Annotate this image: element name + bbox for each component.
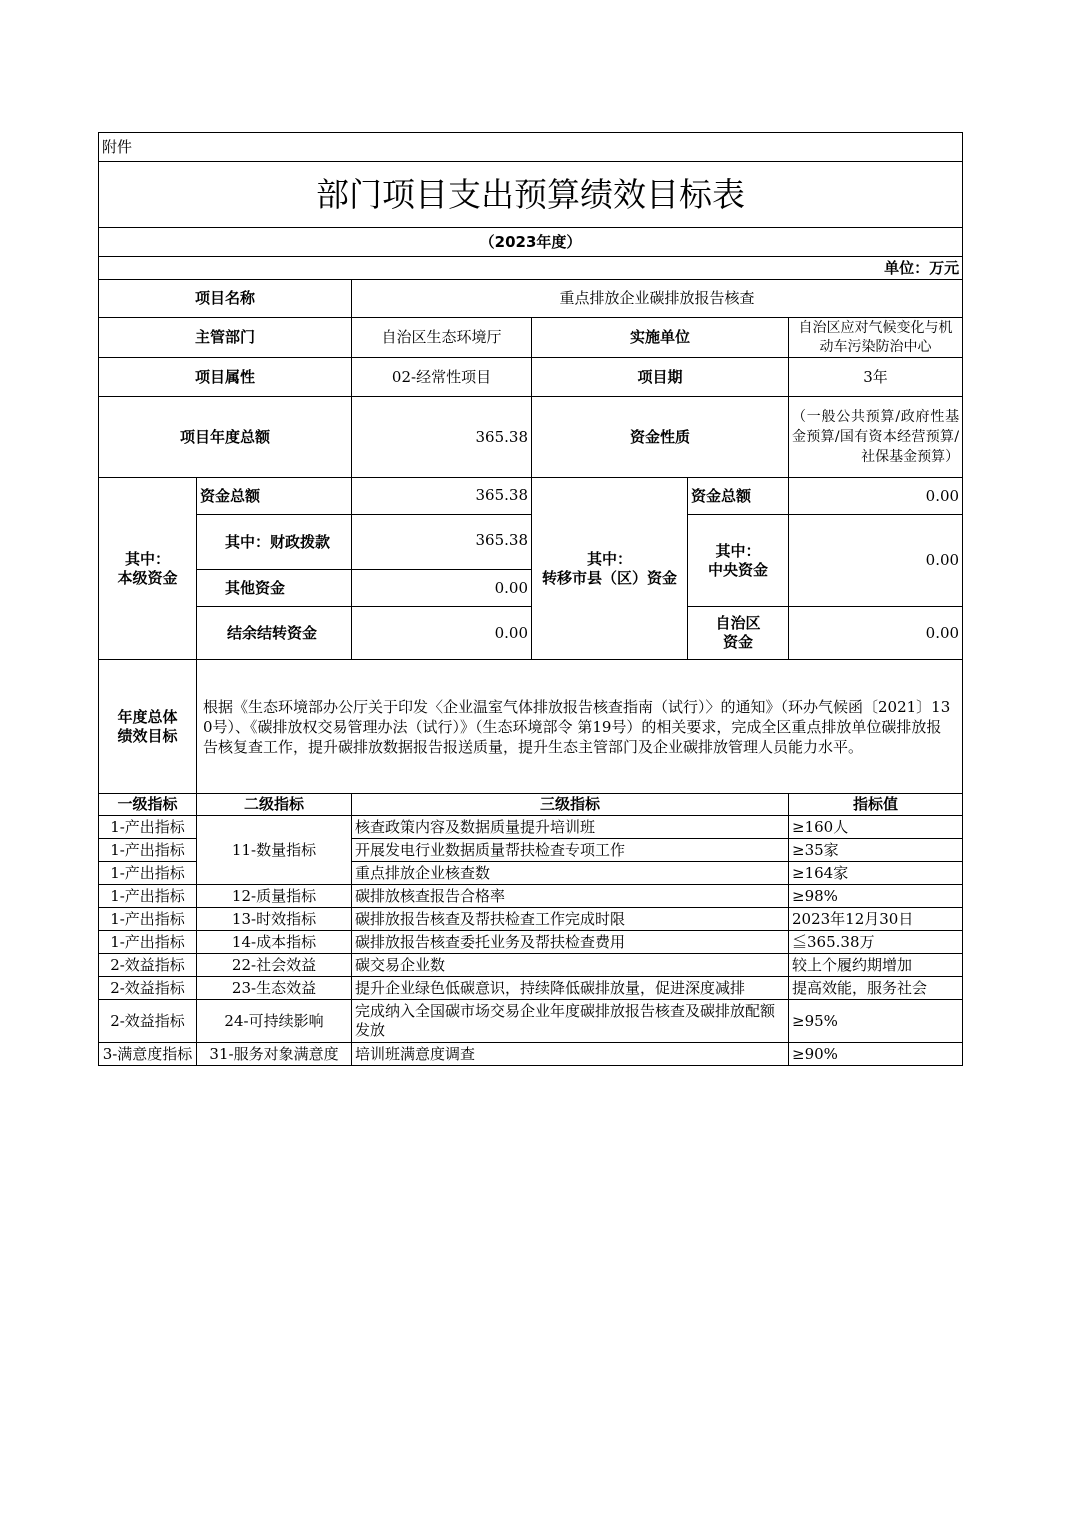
region-funds-value: 0.00 bbox=[789, 607, 963, 660]
transfer-total-label: 资金总额 bbox=[688, 478, 789, 515]
page-title: 部门项目支出预算绩效目标表 bbox=[99, 162, 963, 228]
indicator-l2: 14-成本指标 bbox=[197, 931, 352, 954]
attachment-label: 附件 bbox=[99, 133, 963, 162]
indicator-value: 2023年12月30日 bbox=[789, 908, 963, 931]
table-row bbox=[99, 908, 963, 931]
year-label: （2023年度） bbox=[99, 228, 963, 257]
indicator-l3: 碳交易企业数 bbox=[352, 954, 789, 977]
local-funds-label: 其中： 本级资金 bbox=[99, 478, 197, 660]
fiscal-label: 其中：财政拨款 bbox=[197, 515, 352, 570]
period-value: 3年 bbox=[789, 358, 963, 397]
total-value: 365.38 bbox=[352, 397, 532, 478]
transfer-funds-label: 其中： 转移市县（区）资金 bbox=[532, 478, 688, 660]
goal-text: 根据《生态环境部办公厅关于印发〈企业温室气体排放报告核查指南（试行）〉的通知》（环办气候函〔2021〕130号）、《碳排放权交易管理办法（试行）》（生态环境部令 第19号）的相关要求，完成全区重点排放单位碳排放报告核复查工作，提升碳排放数据报告报送质量，提升生态主管部门及企业碳排放管理人员能力水平。 bbox=[197, 660, 963, 794]
indicator-l1: 2-效益指标 bbox=[99, 977, 197, 1000]
indicator-l1: 3-满意度指标 bbox=[99, 1043, 197, 1066]
header-value: 指标值 bbox=[789, 794, 963, 816]
indicator-l3: 培训班满意度调查 bbox=[352, 1043, 789, 1066]
header-l3: 三级指标 bbox=[352, 794, 789, 816]
indicator-l1: 2-效益指标 bbox=[99, 1000, 197, 1043]
central-funds-value: 0.00 bbox=[789, 515, 963, 607]
goal-label: 年度总体 绩效目标 bbox=[99, 660, 197, 794]
indicator-l3: 核查政策内容及数据质量提升培训班 bbox=[352, 816, 789, 839]
other-funds-label: 其他资金 bbox=[197, 570, 352, 607]
project-name-value: 重点排放企业碳排放报告核查 bbox=[352, 280, 963, 318]
indicator-value: ≥95% bbox=[789, 1000, 963, 1043]
table-row bbox=[99, 816, 963, 839]
indicator-l1: 1-产出指标 bbox=[99, 908, 197, 931]
indicator-l3: 碳排放报告核查及帮扶检查工作完成时限 bbox=[352, 908, 789, 931]
indicator-l1: 1-产出指标 bbox=[99, 816, 197, 839]
period-label: 项目期 bbox=[532, 358, 789, 397]
indicator-l2: 22-社会效益 bbox=[197, 954, 352, 977]
indicator-value: ≥98% bbox=[789, 885, 963, 908]
indicator-l3: 碳排放核查报告合格率 bbox=[352, 885, 789, 908]
indicator-l1: 2-效益指标 bbox=[99, 954, 197, 977]
fiscal-value: 365.38 bbox=[352, 515, 532, 570]
indicator-l2: 12-质量指标 bbox=[197, 885, 352, 908]
indicator-l2: 24-可持续影响 bbox=[197, 1000, 352, 1043]
total-label: 项目年度总额 bbox=[99, 397, 352, 478]
region-funds-label: 自治区 资金 bbox=[688, 607, 789, 660]
indicator-l3: 完成纳入全国碳市场交易企业年度碳排放报告核查及碳排放配额发放 bbox=[352, 1000, 789, 1043]
table-row bbox=[99, 885, 963, 908]
dept-value: 自治区生态环境厅 bbox=[352, 318, 532, 358]
header-l2: 二级指标 bbox=[197, 794, 352, 816]
indicator-value: ≥90% bbox=[789, 1043, 963, 1066]
performance-target-table bbox=[98, 132, 963, 1066]
indicator-l3: 碳排放报告核查委托业务及帮扶检查费用 bbox=[352, 931, 789, 954]
indicator-l1: 1-产出指标 bbox=[99, 839, 197, 862]
indicator-value: 较上个履约期增加 bbox=[789, 954, 963, 977]
table-row bbox=[99, 1000, 963, 1043]
indicator-l2: 23-生态效益 bbox=[197, 977, 352, 1000]
indicator-l3: 开展发电行业数据质量帮扶检查专项工作 bbox=[352, 839, 789, 862]
dept-label: 主管部门 bbox=[99, 318, 352, 358]
indicator-l2: 11-数量指标 bbox=[197, 816, 352, 885]
table-row bbox=[99, 977, 963, 1000]
attr-value: 02-经常性项目 bbox=[352, 358, 532, 397]
indicator-l3: 重点排放企业核查数 bbox=[352, 862, 789, 885]
carry-funds-label: 结余结转资金 bbox=[197, 607, 352, 660]
impl-value: 自治区应对气候变化与机动车污染防治中心 bbox=[789, 318, 963, 358]
local-total-value: 365.38 bbox=[352, 478, 532, 515]
carry-funds-value: 0.00 bbox=[352, 607, 532, 660]
attr-label: 项目属性 bbox=[99, 358, 352, 397]
header-l1: 一级指标 bbox=[99, 794, 197, 816]
table-row bbox=[99, 931, 963, 954]
indicator-value: ≥164家 bbox=[789, 862, 963, 885]
indicator-value: ≦365.38万 bbox=[789, 931, 963, 954]
other-funds-value: 0.00 bbox=[352, 570, 532, 607]
indicator-value: ≥160人 bbox=[789, 816, 963, 839]
central-funds-label: 其中： 中央资金 bbox=[688, 515, 789, 607]
transfer-total-value: 0.00 bbox=[789, 478, 963, 515]
unit-label: 单位：万元 bbox=[99, 257, 963, 280]
local-total-label: 资金总额 bbox=[197, 478, 352, 515]
indicator-l1: 1-产出指标 bbox=[99, 862, 197, 885]
project-name-label: 项目名称 bbox=[99, 280, 352, 318]
indicator-value: 提高效能，服务社会 bbox=[789, 977, 963, 1000]
nature-label: 资金性质 bbox=[532, 397, 789, 478]
impl-label: 实施单位 bbox=[532, 318, 789, 358]
indicator-l2: 13-时效指标 bbox=[197, 908, 352, 931]
indicator-l3: 提升企业绿色低碳意识，持续降低碳排放量，促进深度减排 bbox=[352, 977, 789, 1000]
indicator-l2: 31-服务对象满意度 bbox=[197, 1043, 352, 1066]
indicator-l1: 1-产出指标 bbox=[99, 885, 197, 908]
indicator-l1: 1-产出指标 bbox=[99, 931, 197, 954]
table-row bbox=[99, 954, 963, 977]
nature-value: （一般公共预算/政府性基金预算/国有资本经营预算/社保基金预算） bbox=[789, 397, 963, 478]
table-row bbox=[99, 1043, 963, 1066]
indicator-value: ≥35家 bbox=[789, 839, 963, 862]
